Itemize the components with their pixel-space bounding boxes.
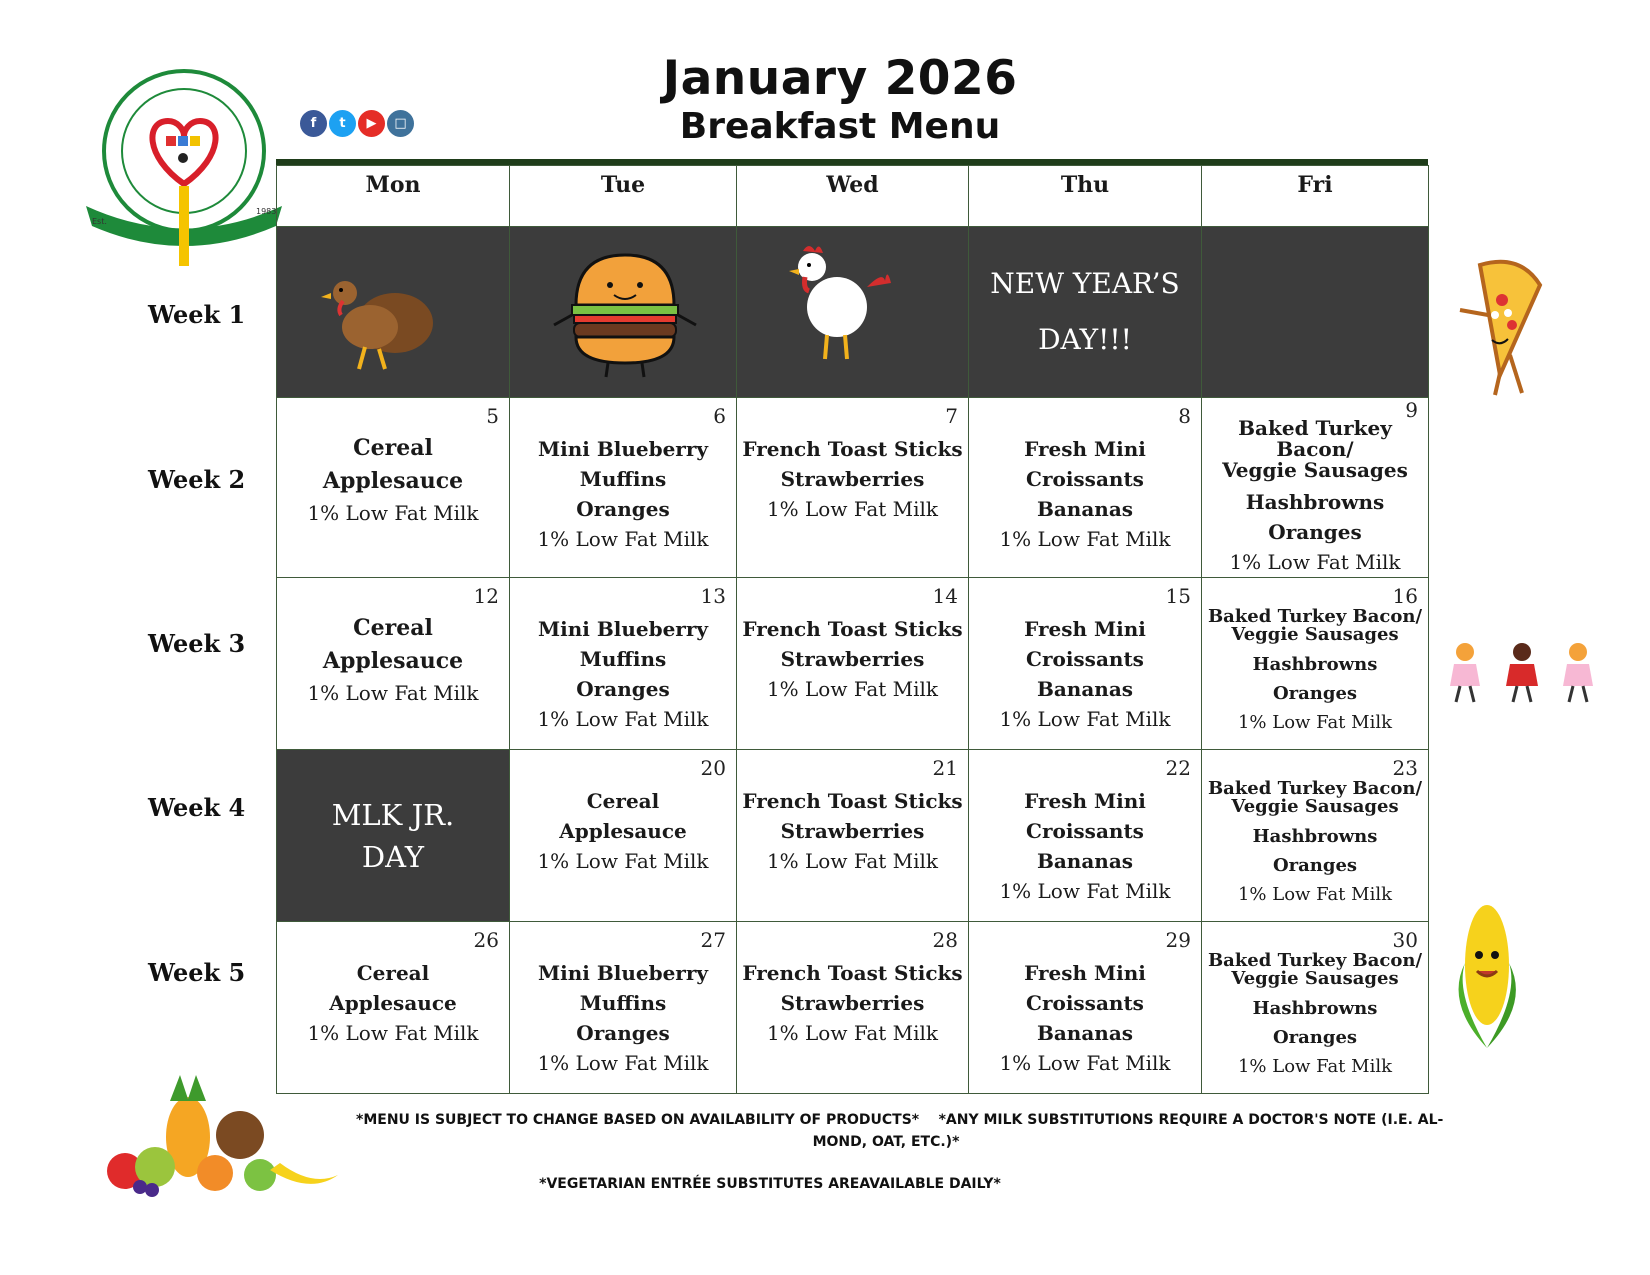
fruit-basket-icon bbox=[100, 1075, 340, 1200]
day-number: 6 bbox=[713, 404, 726, 428]
cell-w5-mon: 26 Cereal Applesauce 1% Low Fat Milk bbox=[277, 922, 510, 1094]
cell-w4-mon bbox=[277, 750, 510, 922]
cell-w4-tue: 20 Cereal Applesauce 1% Low Fat Milk bbox=[510, 750, 737, 922]
day-number: 30 bbox=[1392, 928, 1418, 952]
day-number: 28 bbox=[932, 928, 958, 952]
day-number: 7 bbox=[945, 404, 958, 428]
dancing-kids-icon bbox=[1440, 638, 1605, 706]
cell-w1-mon bbox=[277, 227, 510, 398]
cell-w2-thu: 8 Fresh Mini Croissants Bananas 1% Low Fat Milk bbox=[969, 398, 1202, 578]
week-label-2: Week 2 bbox=[148, 465, 246, 494]
cell-w3-mon: 12 Cereal Applesauce 1% Low Fat Milk bbox=[277, 578, 510, 750]
cell-w1-thu bbox=[969, 227, 1202, 398]
day-number: 13 bbox=[700, 584, 726, 608]
title-menu: Breakfast Menu bbox=[679, 106, 1001, 147]
day-number: 8 bbox=[1178, 404, 1191, 428]
day-number: 20 bbox=[700, 756, 726, 780]
cell-w5-thu: 29 Fresh Mini Croissants Bananas 1% Low Fat Milk bbox=[969, 922, 1202, 1094]
corn-mascot-icon bbox=[1445, 893, 1530, 1053]
footer-note-vegetarian: *VEGETARIAN ENTRÉE SUBSTITUTES AREAVAILABLE DAILY* bbox=[539, 1176, 1001, 1192]
day-number: 16 bbox=[1392, 584, 1418, 608]
facebook-icon[interactable]: f bbox=[300, 110, 327, 137]
cell-w4-fri: 23 Baked Turkey Bacon/ Veggie Sausages Hashbrowns Oranges 1% Low Fat Milk bbox=[1202, 750, 1429, 922]
cell-w1-tue bbox=[510, 227, 737, 398]
week-label-5: Week 5 bbox=[148, 958, 246, 987]
turkey-icon bbox=[315, 265, 440, 375]
day-number: 9 bbox=[1405, 398, 1418, 422]
menu-calendar bbox=[276, 159, 1428, 1077]
svg-text:Est.: Est. bbox=[92, 217, 107, 226]
cell-w2-mon: 5 Cereal Applesauce 1% Low Fat Milk bbox=[277, 398, 510, 578]
day-number: 5 bbox=[486, 404, 499, 428]
cell-w4-wed: 21 French Toast Sticks Strawberries 1% Low Fat Milk bbox=[737, 750, 969, 922]
cell-w5-fri: 30 Baked Turkey Bacon/ Veggie Sausages Hashbrowns Oranges 1% Low Fat Milk bbox=[1202, 922, 1429, 1094]
week-label-3: Week 3 bbox=[148, 629, 246, 658]
day-number: 22 bbox=[1165, 756, 1191, 780]
day-number: 26 bbox=[473, 928, 499, 952]
holiday-mlk-day: MLK JR. DAY bbox=[331, 797, 455, 874]
week-label-1: Week 1 bbox=[148, 300, 246, 329]
cell-w2-tue: 6 Mini Blueberry Muffins Oranges 1% Low Fat Milk bbox=[510, 398, 737, 578]
cell-w5-tue: 27 Mini Blueberry Muffins Oranges 1% Low Fat Milk bbox=[510, 922, 737, 1094]
svg-text:1983: 1983 bbox=[256, 207, 277, 216]
chicken-icon bbox=[787, 237, 897, 367]
day-number: 12 bbox=[473, 584, 499, 608]
footer-note-availability: *MENU IS SUBJECT TO CHANGE BASED ON AVAILABILITY OF PRODUCTS* *ANY MILK SUBSTITUTIONS REQUIRE A DOCTOR'S NOTE (I.E. AL- MOND, OAT, ETC.)* bbox=[356, 1112, 1444, 1150]
cell-w3-thu: 15 Fresh Mini Croissants Bananas 1% Low Fat Milk bbox=[969, 578, 1202, 750]
cell-w3-fri: 16 Baked Turkey Bacon/ Veggie Sausages Hashbrowns Oranges 1% Low Fat Milk bbox=[1202, 578, 1429, 750]
day-header-fri: Fri bbox=[1202, 166, 1429, 227]
cell-w2-wed: 7 French Toast Sticks Strawberries 1% Low Fat Milk bbox=[737, 398, 969, 578]
cell-w3-tue: 13 Mini Blueberry Muffins Oranges 1% Low Fat Milk bbox=[510, 578, 737, 750]
day-number: 27 bbox=[700, 928, 726, 952]
school-logo bbox=[84, 66, 284, 276]
week-label-4: Week 4 bbox=[148, 793, 246, 822]
day-number: 21 bbox=[932, 756, 958, 780]
day-header-wed: Wed bbox=[737, 166, 969, 227]
youtube-icon[interactable]: ▶ bbox=[358, 110, 385, 137]
day-number: 15 bbox=[1165, 584, 1191, 608]
cell-w3-wed: 14 French Toast Sticks Strawberries 1% Low Fat Milk bbox=[737, 578, 969, 750]
pizza-mascot-icon bbox=[1440, 255, 1550, 400]
cell-w1-fri bbox=[1202, 227, 1429, 398]
instagram-icon[interactable]: □ bbox=[387, 110, 414, 137]
cell-w1-wed bbox=[737, 227, 969, 398]
day-header-thu: Thu bbox=[969, 166, 1202, 227]
cell-w4-thu: 22 Fresh Mini Croissants Bananas 1% Low Fat Milk bbox=[969, 750, 1202, 922]
cell-w2-fri: 9 Baked Turkey Bacon/ Veggie Sausages Hashbrowns Oranges 1% Low Fat Milk bbox=[1202, 398, 1429, 578]
social-icons bbox=[300, 110, 414, 137]
twitter-icon[interactable]: t bbox=[329, 110, 356, 137]
burger-icon bbox=[548, 245, 703, 380]
title-month: January 2026 bbox=[662, 51, 1018, 106]
day-header-tue: Tue bbox=[510, 166, 737, 227]
day-number: 29 bbox=[1165, 928, 1191, 952]
holiday-new-years: NEW YEAR’S DAY!!! bbox=[990, 267, 1180, 356]
day-number: 23 bbox=[1392, 756, 1418, 780]
cell-w5-wed: 28 French Toast Sticks Strawberries 1% Low Fat Milk bbox=[737, 922, 969, 1094]
page-title bbox=[560, 52, 1120, 148]
day-header-mon: Mon bbox=[277, 166, 510, 227]
day-number: 14 bbox=[932, 584, 958, 608]
